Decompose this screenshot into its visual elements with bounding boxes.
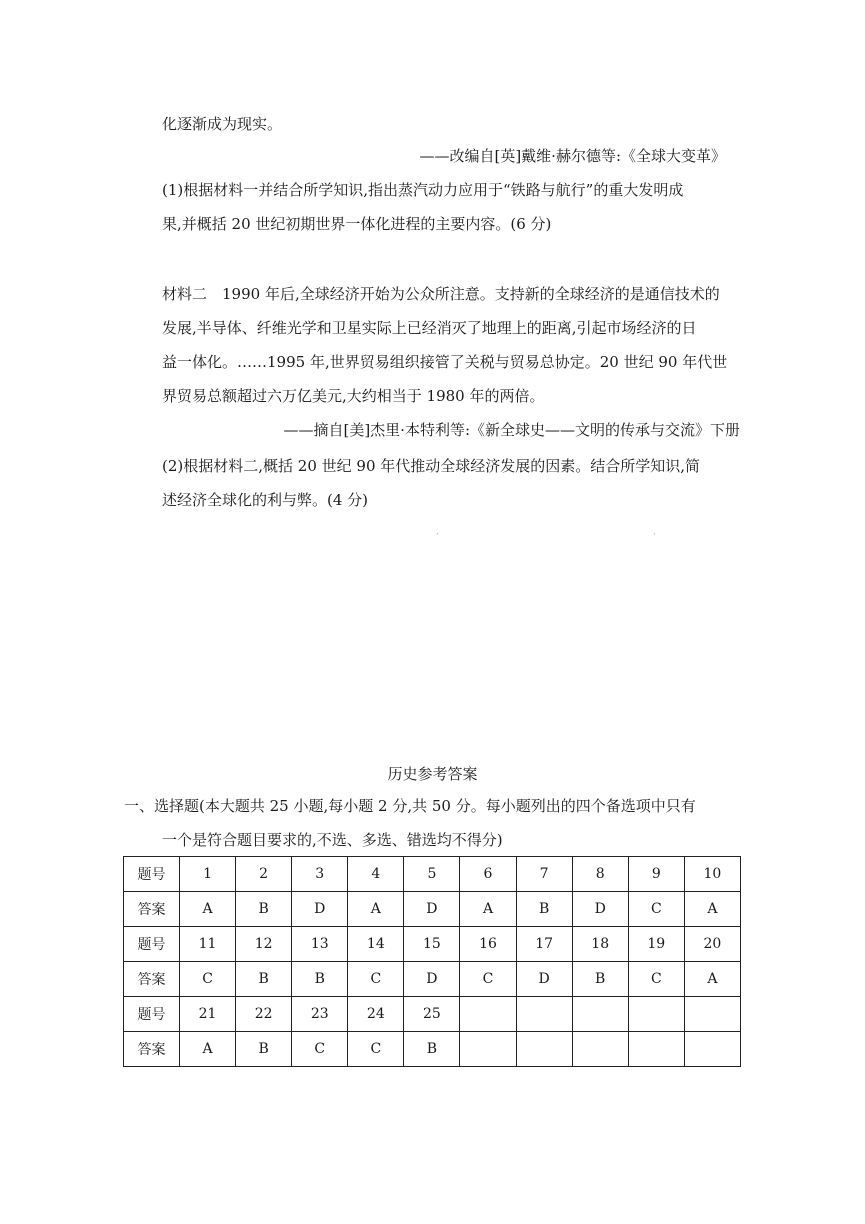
table-cell: D — [404, 962, 460, 997]
table-cell: 3 — [292, 857, 348, 892]
table-cell: C — [180, 962, 236, 997]
table-cell: A — [180, 1032, 236, 1067]
table-cell: B — [236, 1032, 292, 1067]
table-cell — [628, 1032, 684, 1067]
table-cell: B — [236, 962, 292, 997]
table-cell: 1 — [180, 857, 236, 892]
table-cell: 8 — [572, 857, 628, 892]
answers-title: 历史参考答案 — [387, 765, 478, 783]
table-cell: 21 — [180, 997, 236, 1032]
table-row — [124, 1032, 741, 1067]
material1-source: ——改编自[英]戴维·赫尔德等:《全球大变革》 — [419, 147, 726, 165]
table-cell: A — [348, 892, 404, 927]
table-cell: B — [572, 962, 628, 997]
table-cell — [460, 1032, 516, 1067]
table-row — [124, 857, 741, 892]
table-cell: 25 — [404, 997, 460, 1032]
table-cell: 18 — [572, 927, 628, 962]
section1-line2: 一个是符合题目要求的,不选、多选、错选均不得分) — [162, 831, 503, 849]
table-cell: 2 — [236, 857, 292, 892]
table-cell: A — [460, 892, 516, 927]
question1-line2: 果,并概括 20 世纪初期世界一体化进程的主要内容。(6 分) — [162, 215, 552, 233]
answer-table — [123, 856, 741, 1067]
table-row — [124, 962, 741, 997]
table-cell: 20 — [684, 927, 740, 962]
row-header-cell: 题号 — [124, 927, 180, 962]
table-cell: B — [292, 962, 348, 997]
table-cell: 15 — [404, 927, 460, 962]
material2-line2: 发展,半导体、纤维光学和卫星实际上已经消灭了地理上的距离,引起市场经济的日 — [162, 319, 697, 337]
table-cell: 5 — [404, 857, 460, 892]
material1-tail: 化逐渐成为现实。 — [162, 115, 283, 133]
table-cell: A — [180, 892, 236, 927]
table-cell: D — [404, 892, 460, 927]
table-cell: 6 — [460, 857, 516, 892]
table-cell: D — [572, 892, 628, 927]
table-cell: B — [236, 892, 292, 927]
question1-line1: (1)根据材料一并结合所学知识,指出蒸汽动力应用于“铁路与航行”的重大发明成 — [162, 181, 684, 199]
table-cell: 22 — [236, 997, 292, 1032]
table-cell: A — [684, 892, 740, 927]
row-header-cell: 答案 — [124, 962, 180, 997]
table-cell: C — [628, 962, 684, 997]
material2-source: ——摘自[美]杰里·本特利等:《新全球史——文明的传承与交流》下册 — [283, 421, 740, 439]
row-header-cell: 答案 — [124, 1032, 180, 1067]
table-cell: 24 — [348, 997, 404, 1032]
scan-mark-left: ʼ — [436, 533, 438, 540]
table-cell — [572, 997, 628, 1032]
table-cell: 7 — [516, 857, 572, 892]
table-cell — [572, 1032, 628, 1067]
material2-line4: 界贸易总额超过六万亿美元,大约相当于 1980 年的两倍。 — [162, 387, 545, 405]
table-cell: B — [516, 892, 572, 927]
table-cell: C — [292, 1032, 348, 1067]
table-cell: D — [516, 962, 572, 997]
row-header-cell: 题号 — [124, 997, 180, 1032]
table-cell: 12 — [236, 927, 292, 962]
section1-line1: 一、选择题(本大题共 25 小题,每小题 2 分,共 50 分。每小题列出的四个备选项中只有 — [124, 797, 696, 815]
table-cell: 4 — [348, 857, 404, 892]
table-cell: 14 — [348, 927, 404, 962]
table-cell: C — [628, 892, 684, 927]
table-row — [124, 892, 741, 927]
table-cell: 9 — [628, 857, 684, 892]
table-cell — [516, 997, 572, 1032]
table-cell: D — [292, 892, 348, 927]
scan-mark-right: ʼ — [653, 533, 655, 540]
table-cell: 11 — [180, 927, 236, 962]
table-cell: B — [404, 1032, 460, 1067]
table-cell: 16 — [460, 927, 516, 962]
table-cell — [684, 997, 740, 1032]
row-header-cell: 答案 — [124, 892, 180, 927]
table-cell: C — [348, 962, 404, 997]
table-cell: A — [684, 962, 740, 997]
table-row — [124, 997, 741, 1032]
question2-line1: (2)根据材料二,概括 20 世纪 90 年代推动全球经济发展的因素。结合所学知识,简 — [162, 457, 701, 475]
table-cell: C — [460, 962, 516, 997]
row-header-cell: 题号 — [124, 857, 180, 892]
table-cell — [628, 997, 684, 1032]
table-cell: 23 — [292, 997, 348, 1032]
material2-line3: 益一体化。……1995 年,世界贸易组织接管了关税与贸易总协定。20 世纪 90 年代世 — [162, 353, 728, 371]
table-cell: 13 — [292, 927, 348, 962]
table-row — [124, 927, 741, 962]
table-cell: C — [348, 1032, 404, 1067]
table-cell — [460, 997, 516, 1032]
material2-line1: 材料二 1990 年后,全球经济开始为公众所注意。支持新的全球经济的是通信技术的 — [162, 285, 720, 303]
table-cell — [516, 1032, 572, 1067]
table-cell — [684, 1032, 740, 1067]
table-cell: 10 — [684, 857, 740, 892]
question2-line2: 述经济全球化的利与弊。(4 分) — [162, 491, 369, 509]
table-cell: 17 — [516, 927, 572, 962]
table-cell: 19 — [628, 927, 684, 962]
